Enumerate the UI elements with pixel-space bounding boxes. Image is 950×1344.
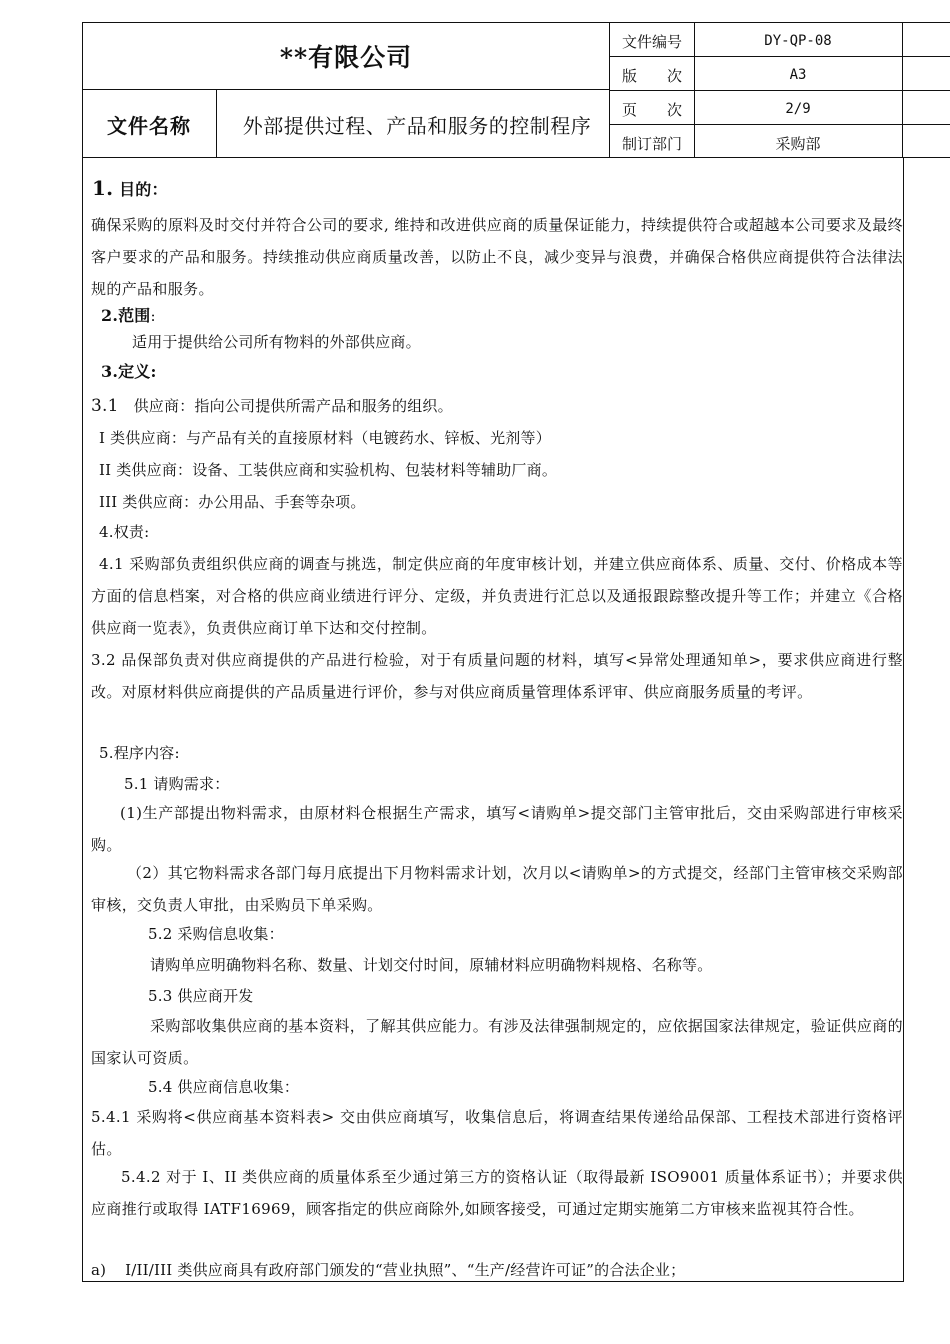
responsibility-4-2: 3.2 品保部负责对供应商提供的产品进行检验，对于有质量问题的材料，填写<异常处理通知单>，要求供应商进行整改。对原材料供应商提供的产品质量进行评价，参与对供应商质量管理体系评审、供应商服务质量的考评。	[91, 651, 903, 701]
doc-name: 外部提供过程、产品和服务的控制程序	[242, 113, 592, 138]
section-2-title: 2.范围	[101, 306, 151, 325]
section-5-1-title: 5.1 请购需求：	[124, 775, 230, 793]
section-5-4-title: 5.4 供应商信息收集：	[148, 1078, 300, 1096]
responsibility-4-1: 4.1 采购部负责组织供应商的调查与挑选，制定供应商的年度审核计划，并建立供应商体系、质量、交付、价格成本等方面的信息档案，对合格的供应商业绩进行评分、定级，并负责进行汇总以及通报跟踪整改提升等工作；并建立《合格供应商一览表》，负责供应商订单下达和交付控制。	[91, 555, 903, 637]
page-value: 2/9	[785, 101, 811, 117]
page-label: 页 次	[621, 100, 682, 119]
table-divider-right	[902, 22, 903, 158]
department-value: 采购部	[775, 134, 821, 153]
section-5-3-title: 5.3 供应商开发	[148, 987, 254, 1005]
section-2-colon: :	[150, 307, 156, 325]
section-5-heading: 5.程序内容:	[99, 744, 180, 762]
section-1-title: 目的：	[119, 180, 168, 199]
section-2-body: 适用于提供给公司所有物料的外部供应商。	[132, 333, 421, 351]
section-5-3-body: 采购部收集供应商的基本资料，了解其供应能力。有涉及法律强制规定的，应依据国家法律规定，验证供应商的国家认可资质。	[91, 1017, 903, 1067]
version-value: A3	[789, 67, 807, 83]
definition-3-1-text: 供应商：指向公司提供所需产品和服务的组织。	[133, 397, 453, 415]
item-a-text: I/II/III 类供应商具有政府部门颁发的“营业执照”、“生产/经营许可证”的合法企业；	[125, 1261, 686, 1279]
supplier-class-3: III 类供应商：办公用品、手套等杂项。	[99, 493, 366, 511]
supplier-class-1: I 类供应商：与产品有关的直接原材料（电镀药水、锌板、光剂等）	[99, 429, 551, 447]
item-a	[91, 1254, 685, 1286]
doc-number-label: 文件编号	[621, 32, 682, 51]
section-5-1-item-2: （2）其它物料需求各部门每月底提出下月物料需求计划，次月以<请购单>的方式提交，经部门主管审核交采购部审核，交负责人审批，由采购员下单采购。	[91, 864, 903, 914]
department-label: 制订部门	[621, 134, 682, 153]
section-5-1-item-1: (1)生产部提出物料需求，由原材料仓根据生产需求，填写<请购单>提交部门主管审批后，交由采购部进行审核采购。	[91, 804, 903, 854]
item-a-label: a)	[91, 1261, 107, 1279]
doc-name-label: 文件名称	[107, 113, 191, 138]
definition-3-1	[91, 390, 453, 422]
document-header-table	[82, 22, 950, 158]
company-name: **有限公司	[279, 43, 413, 72]
section-4-heading: 4.权责:	[99, 523, 150, 541]
supplier-class-2: II 类供应商：设备、工装供应商和实验机构、包装材料等辅助厂商。	[99, 461, 558, 479]
section-5-4-1: 5.4.1 采购将<供应商基本资料表> 交由供应商填写，收集信息后，将调查结果传递给品保部、工程技术部进行资格评估。	[91, 1108, 903, 1158]
section-1-body: 确保采购的原料及时交付并符合公司的要求, 维持和改进供应商的质量保证能力，持续提供符合或超越本公司要求及最终客户要求的产品和服务。持续推动供应商质量改善，以防止不良，减少变异与浪费，并确保合格供应商提供符合法律法规的产品和服务。	[91, 216, 903, 298]
doc-number-value: DY-QP-08	[764, 33, 832, 49]
section-3-heading: 3.定义:	[101, 362, 157, 381]
section-1-heading	[92, 172, 168, 206]
definition-3-1-number: 3.1	[91, 396, 119, 416]
section-5-2-title: 5.2 采购信息收集：	[148, 925, 284, 943]
section-5-2-body: 请购单应明确物料名称、数量、计划交付时间，原辅材料应明确物料规格、名称等。	[150, 956, 713, 974]
version-label: 版 次	[621, 66, 682, 85]
section-5-4-2: 5.4.2 对于 I、II 类供应商的质量体系至少通过第三方的资格认证（取得最新 ISO9001 质量体系证书）；并要求供应商推行或取得 IATF16969，顾客指定的供应商除外,如顾客接受，可通过定期实施第二方审核来监视其符合性。	[91, 1168, 903, 1218]
section-1-number: 1.	[92, 176, 114, 200]
